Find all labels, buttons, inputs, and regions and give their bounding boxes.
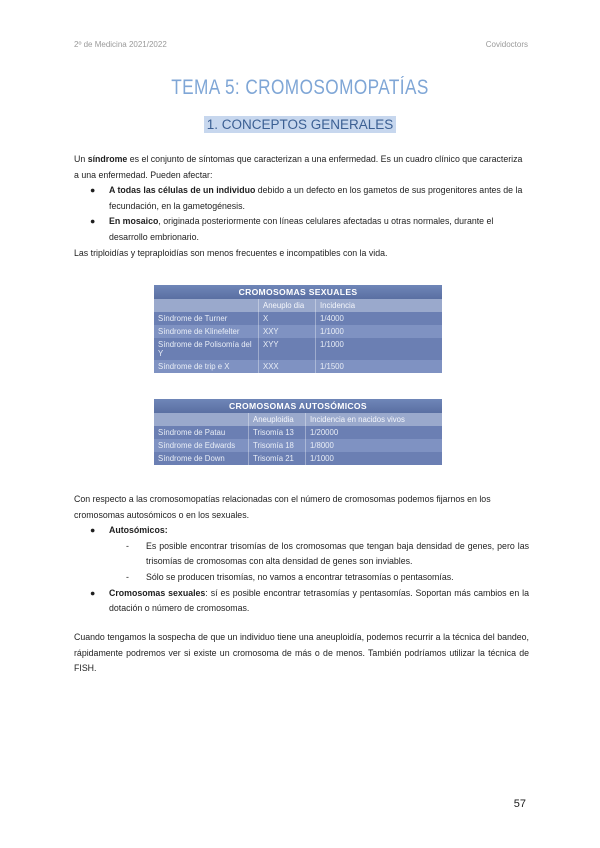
table-cell: Síndrome de trip e X bbox=[154, 360, 259, 373]
table-header-cell: Incidencia bbox=[316, 299, 443, 312]
section-heading-wrap bbox=[0, 116, 600, 134]
table-cell: 1/1000 bbox=[306, 452, 443, 465]
table-header-cell: Aneuploidia bbox=[249, 413, 306, 426]
bullet-bold: Autosómicos: bbox=[109, 525, 168, 536]
dash-icon: - bbox=[126, 571, 129, 582]
table-header-cell bbox=[154, 299, 259, 312]
bullet-item bbox=[74, 214, 529, 245]
bullet-bold: Cromosomas sexuales bbox=[109, 587, 206, 598]
sex-chromosomes-table bbox=[154, 285, 442, 373]
table-cell: 1/1000 bbox=[316, 325, 443, 338]
closing-paragraph: Cuando tengamos la sospecha de que un individuo tiene una aneuploidía, podemos recurrir a la técnica del bandeo, rápidamente podremos ver si existe un cromosoma de más o de menos. También podríamos utilizar la técnica de FISH. bbox=[74, 632, 529, 674]
table-cell: XYY bbox=[259, 338, 316, 360]
table-cell: Síndrome de Edwards bbox=[154, 439, 249, 452]
intro-paragraph bbox=[74, 152, 529, 261]
table-cell: 1/8000 bbox=[306, 439, 443, 452]
bullet-text: , originada posteriormente con líneas celulares afectadas u otras normales, durante el desarrollo embrionario. bbox=[109, 216, 494, 242]
table-cell: X bbox=[259, 312, 316, 325]
table-row bbox=[154, 312, 442, 325]
table-cell: Síndrome de Patau bbox=[154, 426, 249, 439]
table-cell: 1/20000 bbox=[306, 426, 443, 439]
table-header-row bbox=[154, 413, 442, 426]
dash-item bbox=[74, 539, 529, 570]
table-caption: CROMOSOMAS AUTOSÓMICOS bbox=[154, 399, 442, 413]
dash-text: Sólo se producen trisomías, no vamos a encontrar tetrasomías o pentasomías. bbox=[146, 571, 454, 582]
syndrome-definition bbox=[74, 152, 529, 183]
section-intro: Con respecto a las cromosomopatías relacionadas con el número de cromosomas podemos fijarnos en los cromosomas autosómicos o en los sexuales. bbox=[74, 494, 491, 520]
polyploidy-note: Las triploidías y tepraploidías son menos frecuentes e incompatibles con la vida. bbox=[74, 247, 388, 258]
bullet-item bbox=[74, 523, 529, 539]
table-header-cell: Aneuplo dia bbox=[259, 299, 316, 312]
bullet-bold: En mosaico bbox=[109, 216, 159, 227]
table-cell: 1/4000 bbox=[316, 312, 443, 325]
table-cell: XXX bbox=[259, 360, 316, 373]
table-cell: Síndrome de Down bbox=[154, 452, 249, 465]
table-header-cell: Incidencia en nacidos vivos bbox=[306, 413, 443, 426]
table-header-row bbox=[154, 299, 442, 312]
bullet-icon: ● bbox=[90, 185, 96, 196]
section-heading: 1. CONCEPTOS GENERALES bbox=[204, 116, 397, 133]
bullet-icon: ● bbox=[90, 216, 96, 227]
table-cell: Trisomía 21 bbox=[249, 452, 306, 465]
dash-text: Es posible encontrar trisomías de los cromosomas que tengan baja densidad de genes, pero las trisomías de cromosomas con alta densidad de genes son inviables. bbox=[146, 540, 529, 567]
bullet-item bbox=[74, 183, 529, 214]
bullet-text: debido a un defecto en los gametos de sus progenitores antes de la fecundación, en la gametogénesis. bbox=[109, 185, 523, 211]
definition-term: síndrome bbox=[87, 154, 128, 164]
dash-item bbox=[74, 570, 529, 586]
autosomal-chromosomes-table bbox=[154, 399, 442, 465]
chromosome-number-section bbox=[74, 492, 529, 617]
table-cell: Síndrome de Klinefelter bbox=[154, 325, 259, 338]
bullet-icon: ● bbox=[90, 587, 96, 598]
table-cell: Síndrome de Polisomía del Y bbox=[154, 338, 259, 360]
table-cell: Trisomía 13 bbox=[249, 426, 306, 439]
table-row bbox=[154, 426, 442, 439]
table-row bbox=[154, 338, 442, 360]
page-number: 57 bbox=[513, 798, 526, 810]
bullet-text: : sí es posible encontrar tetrasomías y pentasomías. Soportan más cambios en la dotación o número de cromosomas. bbox=[109, 587, 529, 614]
table-header-cell bbox=[154, 413, 249, 426]
bullet-item bbox=[74, 586, 529, 617]
table-row bbox=[154, 439, 442, 452]
table-caption: CROMOSOMAS SEXUALES bbox=[154, 285, 442, 299]
header-course: 2º de Medicina 2021/2022 bbox=[74, 40, 167, 49]
table-cell: Trisomía 18 bbox=[249, 439, 306, 452]
table-cell: 1/1500 bbox=[316, 360, 443, 373]
dash-icon: - bbox=[126, 540, 129, 551]
table-row bbox=[154, 360, 442, 373]
definition-text-a: Un bbox=[74, 154, 88, 164]
table-cell: Síndrome de Turner bbox=[154, 312, 259, 325]
page-title: TEMA 5: CROMOSOMOPATÍAS bbox=[171, 76, 429, 99]
table-row bbox=[154, 325, 442, 338]
definition-text-b: es el conjunto de síntomas que caracterizan a una enfermedad. Es un cuadro clínico que caracteriza a una enfermedad. Pueden afectar: bbox=[74, 154, 523, 180]
bullet-icon: ● bbox=[90, 525, 96, 536]
table-row bbox=[154, 452, 442, 465]
table-cell: XXY bbox=[259, 325, 316, 338]
table-cell: 1/1000 bbox=[316, 338, 443, 360]
bullet-bold: A todas las células de un individuo bbox=[109, 185, 256, 196]
header-author: Covidoctors bbox=[485, 40, 528, 49]
